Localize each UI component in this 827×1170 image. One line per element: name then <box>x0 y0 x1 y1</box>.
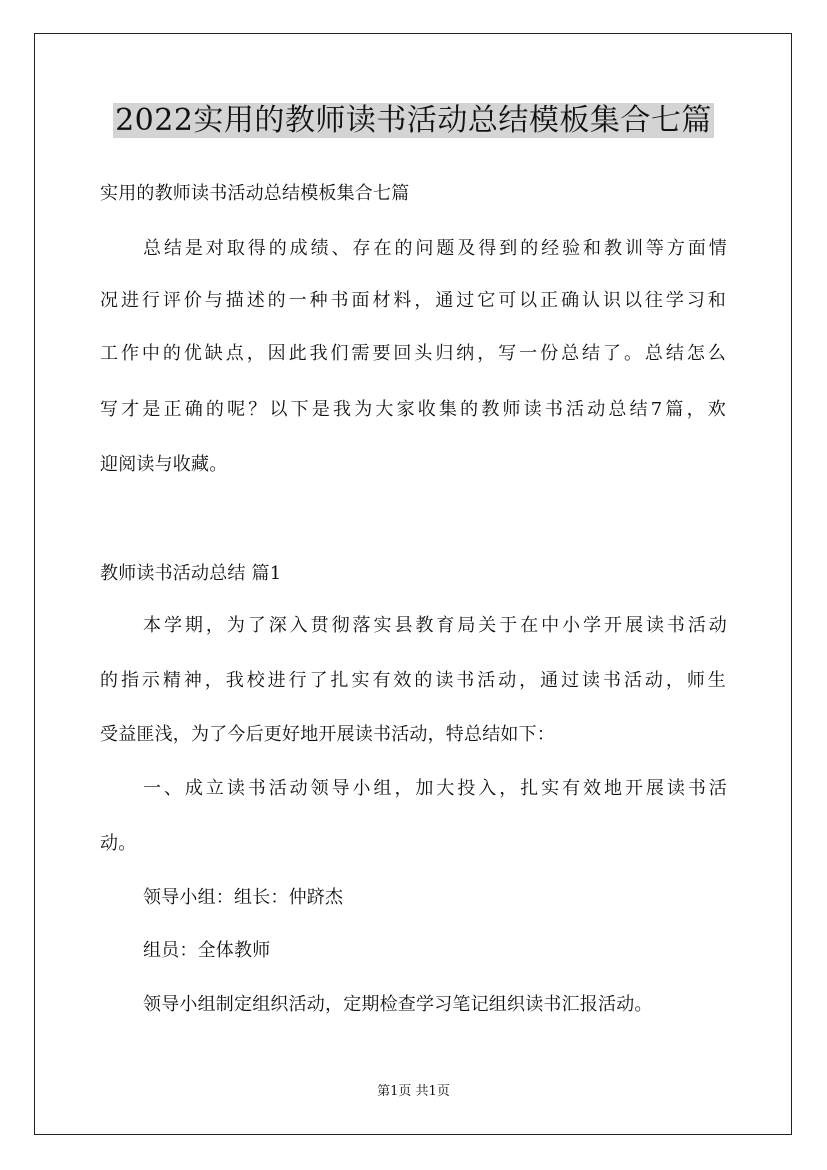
intro-line-2: 况进行评价与描述的一种书面材料，通过它可以正确认识以往学习和 <box>100 290 726 311</box>
body-line-5: 动。 <box>100 833 137 854</box>
intro-line-5: 迎阅读与收藏。 <box>100 454 228 475</box>
body-line-1: 本学期，为了深入贯彻落实县教育局关于在中小学开展读书活动 <box>143 615 727 636</box>
intro-line-1: 总结是对取得的成绩、存在的问题及得到的经验和教训等方面情 <box>143 238 727 259</box>
body-line-6: 领导小组：组长：仲跻杰 <box>143 887 344 908</box>
page-footer: 第1页 共1页 <box>377 1084 450 1099</box>
intro-line-3: 工作中的优缺点，因此我们需要回头归纳，写一份总结了。总结怎么 <box>100 343 726 364</box>
section-heading: 教师读书活动总结 篇1 <box>100 563 282 584</box>
intro-line-4: 写才是正确的呢？以下是我为大家收集的教师读书活动总结7篇，欢 <box>100 399 726 420</box>
body-line-8: 领导小组制定组织活动，定期检查学习笔记组织读书汇报活动。 <box>143 994 653 1015</box>
body-line-3: 受益匪浅，为了今后更好地开展读书活动，特总结如下： <box>100 724 555 745</box>
document-subtitle: 实用的教师读书活动总结模板集合七篇 <box>100 183 410 204</box>
document-title <box>0 100 827 141</box>
body-line-4: 一、成立读书活动领导小组，加大投入，扎实有效地开展读书活 <box>143 778 727 799</box>
body-line-7: 组员：全体教师 <box>143 940 271 961</box>
document-title-text: 2022实用的教师读书活动总结模板集合七篇 <box>115 103 712 138</box>
body-line-2: 的指示精神，我校进行了扎实有效的读书活动，通过读书活动，师生 <box>100 670 726 691</box>
